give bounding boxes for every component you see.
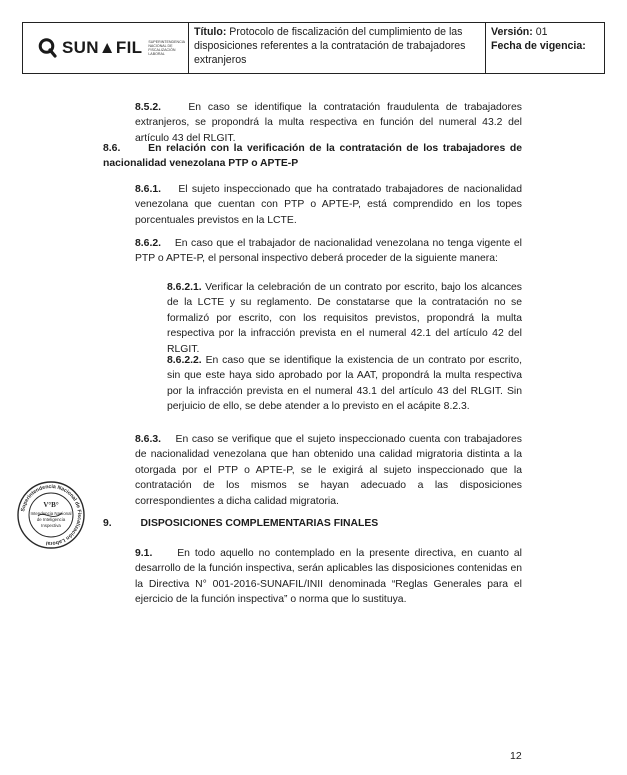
document-header xyxy=(22,22,605,74)
sunafil-logo xyxy=(28,37,183,59)
title-cell xyxy=(189,23,486,74)
version-value: 01 xyxy=(532,26,548,38)
paragraph-number: 8.6.2.1. xyxy=(167,282,202,293)
paragraph-number: 8.6.2.2. xyxy=(167,355,202,366)
paragraph-text: En caso se identifique la contratación fraudulenta de trabajadores extranjeros, se propondrá la multa respectiva en función del numeral 43.2 del artículo 43 del RLGIT. xyxy=(135,102,522,144)
magnifier-logo-icon xyxy=(38,37,58,59)
section-number: 9. xyxy=(103,518,112,529)
paragraph-number: 9.1. xyxy=(135,548,153,559)
logo-wordmark: SUN▲FIL xyxy=(62,38,143,57)
section-number: 8.6. xyxy=(103,143,121,154)
effective-date-label: Fecha de vigencia: xyxy=(491,40,586,52)
version-label: Versión: xyxy=(491,26,533,38)
paragraph-8-6-2 xyxy=(135,236,522,267)
paragraph-9-1 xyxy=(135,546,522,608)
version-cell xyxy=(486,23,605,74)
section-title: En relación con la verificación de la contratación de los trabajadores de nacionalidad venezolana PTP o APTE-P xyxy=(103,143,522,170)
paragraph-text: En caso se verifique que el sujeto inspeccionado cuenta con trabajadores de nacionalidad venezolana que han obtenido una calidad migratoria distinta a la otorgada por el PTP o APTE-P, se le exigirá al sujeto inspeccionado que la contratación de los mismos se hayan adecuado a las disposiciones correspondientes a dicha calidad migratoria. xyxy=(135,434,522,507)
seal-line-3: Inspectiva xyxy=(41,523,61,528)
paragraph-number: 8.5.2. xyxy=(135,102,161,113)
approval-seal xyxy=(16,480,86,550)
paragraph-8-5-2 xyxy=(135,100,522,146)
paragraph-8-6-2-1 xyxy=(167,280,522,357)
paragraph-number: 8.6.3. xyxy=(135,434,161,445)
paragraph-text: Verificar la celebración de un contrato por escrito, bajo los alcances de la LCTE y su reglamento. De constatarse que la contratación no se formalizó por escrito, con los requisitos previstos, propondrá la multa respectiva por la infracción prevista en el numeral 42.1 del artículo 42 del RLGIT. xyxy=(167,282,522,355)
paragraph-number: 8.6.1. xyxy=(135,184,161,195)
title-text: Protocolo de fiscalización del cumplimiento de las disposiciones referentes a la contratación de trabajadores extranjeros xyxy=(194,26,466,66)
paragraph-text: En todo aquello no contemplado en la presente directiva, en cuanto al desarrollo de la función inspectiva, serán aplicables las disposiciones contenidas en la Directiva N° 001-2016-SUNAFIL/INII denominada “Reglas Generales para el ejercicio de la función inspectiva” o norma que lo sustituya. xyxy=(135,548,522,606)
seal-line-1: Intendencia Nacional xyxy=(30,511,72,516)
logo-cell xyxy=(23,23,189,74)
paragraph-text: En caso que se identifique la existencia de un contrato por escrito, sin que este haya sido aprobado por la AAT, propondrá la multa respectiva por la infracción prevista en el numeral 43.1 del artículo 43 del RLGIT. Sin perjuicio de ello, se debe atender a lo previsto en el acápite 8.2.3. xyxy=(167,355,523,413)
seal-line-2: de Inteligencia xyxy=(36,517,66,522)
seal-ring-text: Superintendencia Nacional de Fiscalización Laboral xyxy=(20,483,83,547)
paragraph-text: En caso que el trabajador de nacionalidad venezolana no tenga vigente el PTP o APTE-P, el personal inspectivo deberá proceder de la siguiente manera: xyxy=(135,238,522,265)
section-title: DISPOSICIONES COMPLEMENTARIAS FINALES xyxy=(140,518,379,529)
paragraph-number: 8.6.2. xyxy=(135,238,161,249)
paragraph-8-6-1 xyxy=(135,182,522,228)
seal-vb: V°B° xyxy=(43,501,59,509)
title-label: Título: xyxy=(194,26,227,38)
paragraph-text: El sujeto inspeccionado que ha contratado trabajadores de nacionalidad venezolana que cuentan con PTP o APTE-P, está comprendido en los topes porcentuales previstos en la LCTE. xyxy=(135,184,522,226)
section-8-6-heading xyxy=(103,141,522,172)
paragraph-8-6-3 xyxy=(135,432,522,509)
paragraph-8-6-2-2 xyxy=(167,353,522,415)
section-9-heading xyxy=(103,516,522,531)
page-number: 12 xyxy=(510,750,522,762)
logo-subtitle: SUPERINTENDENCIA NACIONAL DE FISCALIZACIÓN LABORAL xyxy=(148,39,185,57)
